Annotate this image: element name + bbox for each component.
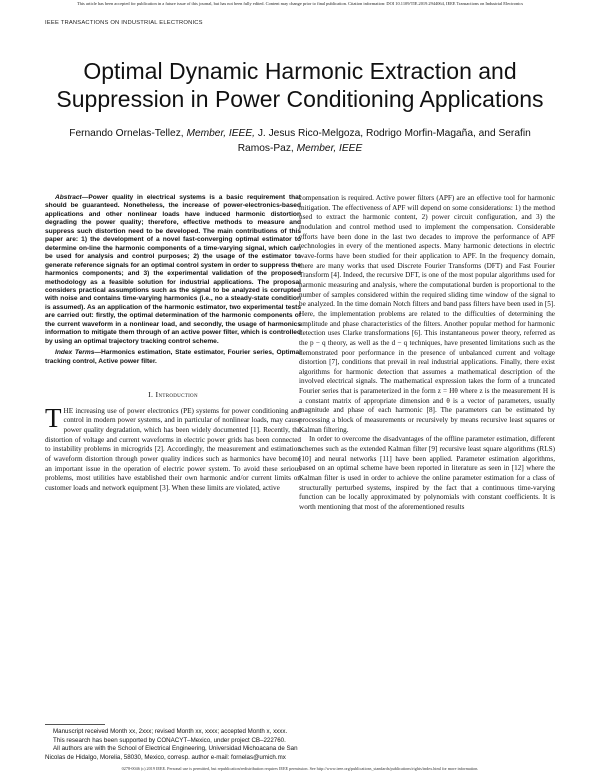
footnote-manuscript: Manuscript received Month xx, 2xxx; revised Month xx, xxxx; accepted Month x, xxxx.	[53, 728, 288, 735]
footnote-rule	[45, 724, 105, 725]
intro-paragraph-1-text: HE increasing use of power electronics (PE) systems for power conditioning and control in modern power systems, and in particular of nonlinear loads, may cause power quality degradation, which has been widely documented [1]. Recently, the distortion of voltage and current waveforms in electric power grids has been connected to instability problems in microgrids [2]. Accordingly, the measurement and estimation of waveform distortion through power quality indices such as harmonics have become an important issue in the operation of electric power system. To avoid these serious problems, most utilities have established their own harmonic and/or current limits on customer loads and network equipment [3]. When these limits are violated, active	[45, 406, 301, 492]
index-terms-text: —Harmonics estimation, State estimator, Fourier series, Optimal tracking control, Active power filter.	[45, 349, 301, 365]
copyright-footer: 0278-0046 (c) 2019 IEEE. Personal use is permitted, but republication/redistribution requires IEEE permission. See http://www.ieee.org/publications_standards/publications/rights/index.html for more information.	[121, 766, 479, 771]
prepublication-notice: This article has been accepted for publication in a future issue of this journal, but has not been fully edited. Content may change prior to final publication. Citation information: DOI 10.1109/TIE.2019.2944064, IEEE Transactions on Industrial Electronics	[76, 1, 524, 6]
footnote-affiliation: All authors are with the School of Electrical Engineering, Universidad Michoacana de San Nicolas de Hidalgo, Morelia, 58030, Mexico, corresp. author e-mail: fornelas@umich.mx	[45, 745, 298, 761]
author-list	[50, 126, 550, 156]
abstract	[45, 194, 301, 346]
section-title: Introduction	[155, 390, 198, 400]
drop-cap: T	[45, 402, 62, 433]
paper-title: Optimal Dynamic Harmonic Extraction and Suppression in Power Conditioning Applications	[56, 58, 544, 112]
right-column	[299, 194, 555, 513]
author-membership-1: Member, IEEE,	[186, 128, 255, 139]
section-heading-introduction	[45, 390, 301, 400]
abstract-text: —Power quality in electrical systems is a basic requirement that should be guaranteed. Nonetheless, the increase of power-electronics-based applications and other nonlinear loads have induced harmonic distortion degrading the power quality; therefore, effective methods to measure and suppress such distortion need to be developed. The main contributions of this paper are: 1) the development of a novel fast-converging optimal estimator to determine on-line the harmonic components of a time-varying signal, which can be used for analysis and control purposes; 2) the usage of the estimator to generate reference signals for an optimal control system in order to suppress the harmonics components; and 3) the experimental validation of the proposed methodology as a feasible solution for industrial applications. The proposal considers practical assumptions such as the signal to be analyzed is corrupted with noise and contains time-varying harmonics (i.e., no a steady-state condition is assumed). As an application of the harmonic estimator, two experimental tests are carried out: firstly, the optimal determination of the harmonic components of the current waveform in a nonlinear load, and secondly, the usage of harmonics information to mitigate them through of an active power filter, which is controlled by using an optimal trajectory tracking control scheme.	[45, 194, 301, 345]
author-names-3: Ramos-Paz,	[237, 143, 294, 154]
intro-paragraph-2: In order to overcome the disadvantages of the offline parameter estimation, different schemes such as the extended Kalman filter [9] recursive least square algorithms (RLS) [10] and neural networks [11] have been applied. Parameter estimation algorithms, based on an optimal scheme have been reported in literature as seen in [12] where the Kalman filter is used in order to achieve the online parameter estimation for a class of structurally perturbed systems, inspired by the fact that a continuous time-varying function can be locally approximated by polynomials with constant coefficients. It is worth mentioning that most of the aforementioned results	[299, 435, 555, 511]
section-number: I.	[148, 390, 154, 400]
footnote-funding: This research has been supported by CONACYT–Mexico, under project CB–222760.	[53, 736, 286, 744]
abstract-label: Abstract	[55, 194, 82, 201]
intro-paragraph-1-cont: compensation is required. Active power filters (APF) are an effective tool for harmonic mitigation. The effectiveness of APF will depend on some considerations: 1) the method used to extract the harmonic content, 2) power circuit configuration, and 3) the modulation and control method used to implement the compensation. Considerable efforts have been done in the last two decades to improve the performance of APF technologies in every of the mentioned aspects. Many harmonic detections in electric wave-forms have been studied for their application to APF. In the frequency domain, there are many works that used Discrete Fourier Transforms (DFT) and Fast Fourier Transform [4]. Indeed, the recursive DFT, is one of the most popular algorithms used for harmonic measuring and analysis, where the computational burden is proportional to the number of samples considered within the required sliding time window of the signal to be analyzed. In the time domain Notch filters and band pass filters have been used in [5]. Here, the implementation problems are related to the difficulties of determining the amplitude and phase characteristics of the filters. Another popular method for harmonic detection uses Clarke transformations [6]. This instantaneous power theory, referred as the p − q theory, as well as the d − q techniques, have presented limitations such as the demonstrated poor performance in the presence of unbalanced current and voltage distortion [7], conditions that prevail in real industrial applications. Finally, there exist algorithms for harmonic detection that assumes a mathematical description of the involved electrical signals. The mathematical expression takes the form of a truncated Fourier series that is parameterized in the form z = Hθ where z is the measurement H is a constant matrix of appropriate dimension and θ is a vector of parameters, usually magnitude and phase of each harmonic [8]. The parameters can be estimated by processing a block of measurements or recursively by means recursive least squares or Kalman filtering.	[299, 194, 555, 434]
author-names-1: Fernando Ornelas-Tellez,	[69, 128, 184, 139]
journal-name: IEEE TRANSACTIONS ON INDUSTRIAL ELECTRONICS	[45, 20, 203, 26]
index-terms	[45, 349, 301, 366]
author-names-2: J. Jesus Rico-Melgoza, Rodrigo Morfin-Magaña, and Serafin	[257, 128, 531, 139]
footnotes	[45, 728, 301, 762]
intro-paragraph-1	[45, 402, 301, 494]
index-terms-label: Index Terms	[55, 349, 95, 357]
author-membership-2: Member, IEEE	[296, 143, 363, 154]
left-column	[45, 194, 301, 494]
